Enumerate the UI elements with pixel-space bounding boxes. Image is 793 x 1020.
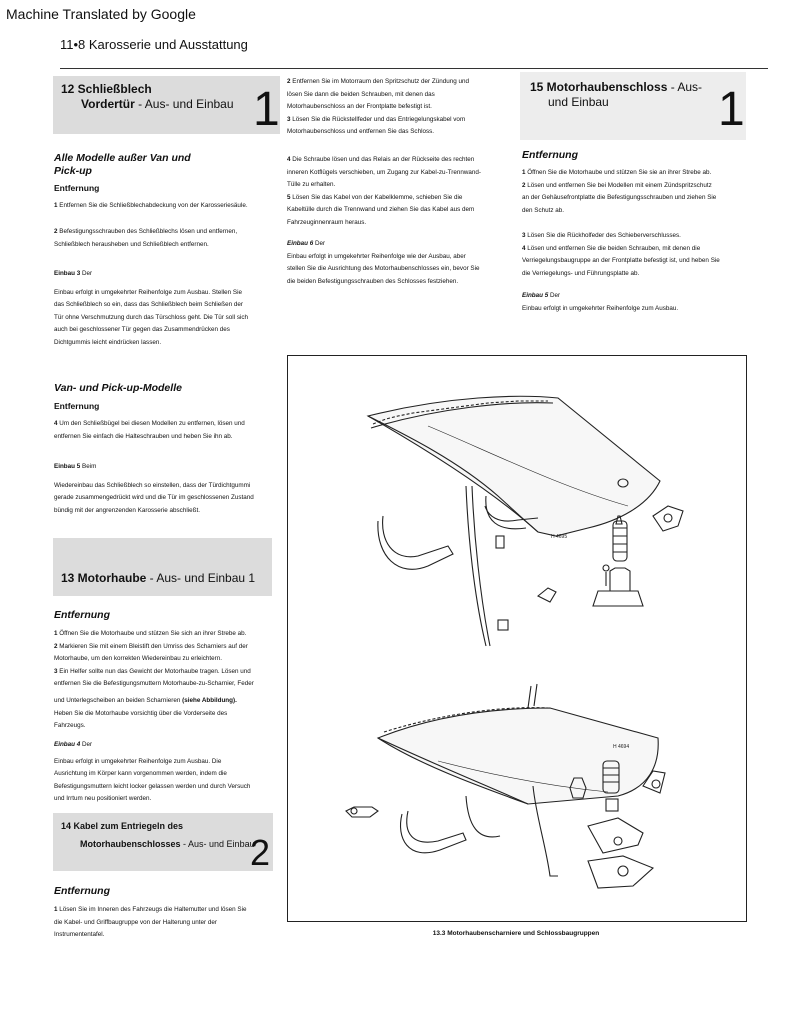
van-removal-heading: Entfernung: [54, 401, 100, 411]
section14-digit: 2: [250, 832, 271, 873]
van-install: Einbau 5 Beim Wiedereinbau das Schließblech so einstellen, dass der Türdichtgummi gerade zusammengedrückt wird und die Tür im geschlossenen Zustand bündig mit der angrenzenden Karosserie abschließt.: [54, 463, 254, 514]
section15-title: 15 Motorhaubenschloss - Aus- und Einbau: [530, 80, 703, 109]
section14-steps: 1 Lösen Sie im Inneren des Fahrzeugs die Haltemutter und lösen Sie die Kabel- und Griffbaugruppe von der Halterung unter der Instrumententafel.: [54, 906, 247, 939]
section14-removal-heading: Entfernung: [54, 885, 110, 897]
section15-steps-2: 3 Lösen Sie die Rückholfeder des Schieberverschlusses. 4 Lösen und entfernen Sie die beiden Schrauben, mit denen die Verriegelungsbaugruppe an der Frontplatte befestigt ist, und heben Sie die Verriegelungs- und Führungsplatte ab.: [522, 232, 720, 277]
section12-digit: 1: [253, 83, 280, 136]
section12-step2: 2 Befestigungsschrauben des Schließblechs lösen und entfernen, Schließblech herausheben und Schließblech entfernen.: [54, 228, 238, 248]
figure-code-lower: H 4694: [613, 744, 630, 750]
section13-steps: 1 Öffnen Sie die Motorhaube und stützen Sie sich an ihrer Strebe ab. 2 Markieren Sie mit einem Bleistift den Umriss des Scharniers auf der Motorhaube, um den korrekten Wiedereinbau zu erleichtern. 3 Ein Helfer sollte nun das Gewicht der Motorhaube tragen. Lösen und entfernen Sie die Befestigungsmuttern Motorhaube-zu-Scharnier, Feder und Unterlegscheiben an beiden Scharnieren (siehe Abbildung). Heben Sie die Motorhaube vorsichtig über die Vorderseite des Fahrzeugs.: [54, 630, 254, 730]
section12-models-heading: Alle Modelle außer Van und Pick-up: [54, 152, 191, 177]
section13-removal-heading: Entfernung: [54, 609, 110, 621]
section14-title: 14 Kabel zum Entriegeln des Motorhaubenschlosses - Aus- und Einbau: [61, 821, 255, 849]
section12-title-box: [53, 76, 280, 134]
van-step4: 4 Um den Schließbügel bei diesen Modellen zu entfernen, lösen und entfernen Sie einfach die Halteschrauben und heben Sie ihn ab.: [54, 420, 245, 440]
section12-step1: 1 Entfernen Sie die Schließblechabdeckung von der Karosseriesäule.: [54, 202, 248, 209]
col2-install: Einbau 6 Der Einbau erfolgt in umgekehrter Reihenfolge wie der Ausbau, aber stellen Sie die Ausrichtung des Motorhaubenschlosses ein, bevor Sie die beiden Befestigungsschrauben des Schlosses festziehen.: [287, 240, 480, 285]
header-rule: [60, 68, 768, 69]
figure-caption: 13.3 Motorhaubenscharniere und Schlossbaugruppen: [432, 930, 600, 937]
col2-steps-b: 4 Die Schraube lösen und das Relais an der Rückseite des rechten inneren Kotflügels verschieben, um Zugang zur Kabel-zu-Trennwand- Tülle zu erhalten. 5 Lösen Sie das Kabel von der Kabelklemme, schieben Sie die Kabeltülle durch die Trennwand und ziehen Sie das Kabel aus dem Fahrzeuginnenraum heraus.: [287, 156, 482, 226]
section15-removal-heading: Entfernung: [522, 149, 578, 161]
section12-install: Einbau 3 Der Einbau erfolgt in umgekehrter Reihenfolge zum Ausbau. Stellen Sie das Schließblech so ein, dass das Schließblech beim Schließen der Tür ohne Verschmutzung durch das Türschloss geht. Die Tür soll sich auch bei geschlossener Tür gegen das Zusammendrücken des Dichtgummis leicht eindrücken lassen.: [54, 270, 249, 346]
figure-code-upper: H 4695: [551, 534, 568, 540]
section13-install: Einbau 4 Der Einbau erfolgt in umgekehrter Reihenfolge zum Ausbau. Die Ausrichtung im Körper kann vorgenommen werden, indem die Befestigungsmuttern leicht locker gelassen werden und durch Versuch und Irrtum neu positioniert werden.: [54, 741, 251, 803]
section14-title-box: [53, 813, 273, 871]
machine-translation-notice: Machine Translated by Google: [6, 6, 196, 22]
section12-removal-heading: Entfernung: [54, 183, 100, 193]
figure-frame: [287, 355, 747, 922]
hood-hinge-diagram: [288, 356, 746, 921]
section12-title: 12 Schließblech Vordertür - Aus- und Einbau: [61, 82, 234, 111]
section15-digit: 1: [718, 83, 745, 136]
col2-steps-a: 2 Entfernen Sie im Motorraum den Spritzschutz der Zündung und lösen Sie dann die beiden Schrauben, mit denen das Motorhaubenschloss an der Frontplatte befestigt ist. 3 Lösen Sie die Rückstellfeder und das Entriegelungskabel vom Motorhaubenschloss und entfernen Sie das Schloss.: [287, 78, 470, 136]
section13-title-box: [53, 538, 272, 596]
section15-steps: 1 Öffnen Sie die Motorhaube und stützen Sie sie an ihrer Strebe ab. 2 Lösen und entfernen Sie bei Modellen mit einem Zündspritzschutz an der Gehäusefrontplatte die Befestigungsschrauben und ziehen Sie den Schutz ab.: [522, 169, 717, 214]
section15-title-box: [520, 72, 746, 140]
section13-title: 13 Motorhaube - Aus- und Einbau 1: [61, 571, 256, 585]
van-models-heading: Van- und Pick-up-Modelle: [54, 382, 182, 394]
section15-install: Einbau 5 Der Einbau erfolgt in umgekehrter Reihenfolge zum Ausbau.: [522, 292, 679, 312]
running-head: 11•8 Karosserie und Ausstattung: [60, 37, 248, 52]
